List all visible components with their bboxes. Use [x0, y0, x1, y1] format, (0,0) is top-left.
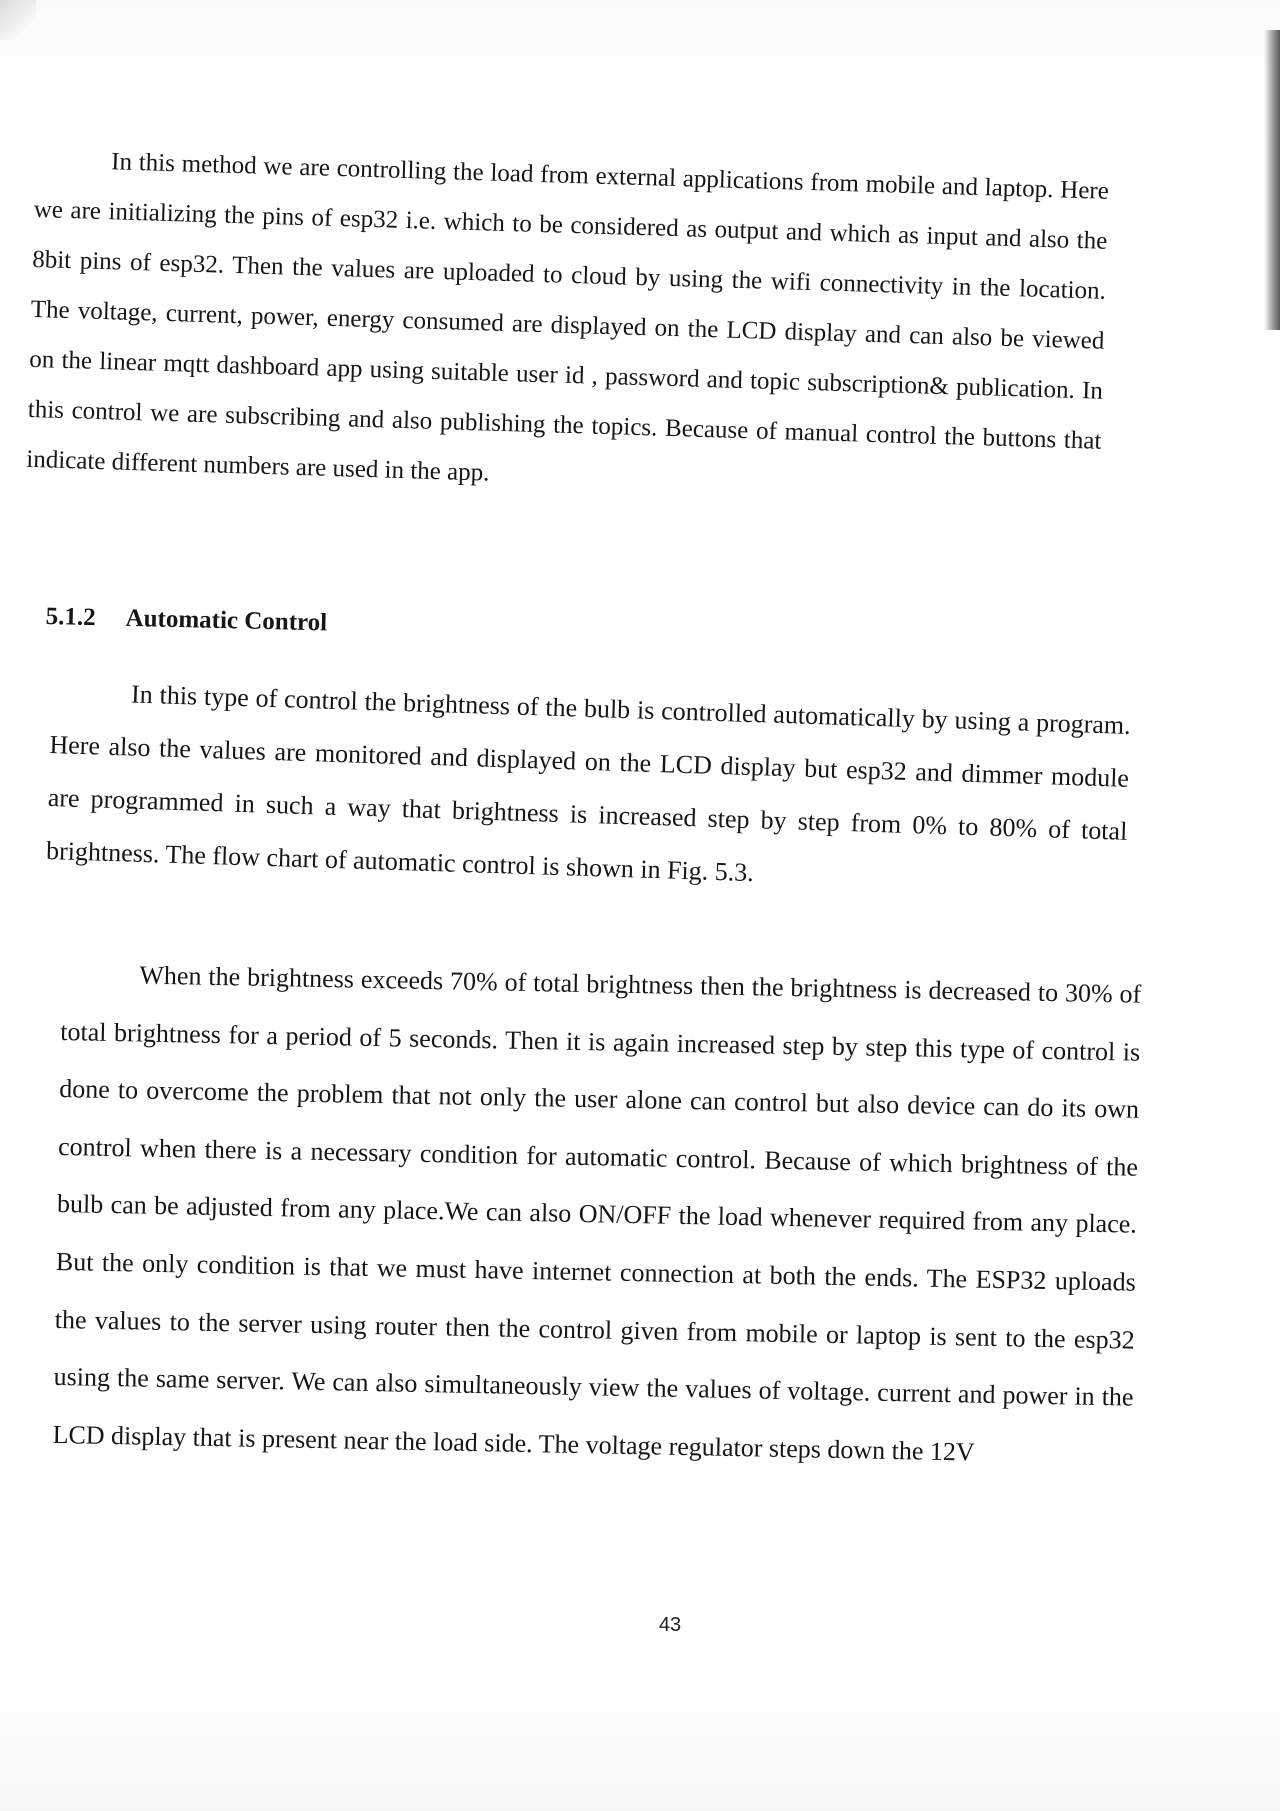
page-number: 43 — [658, 1614, 682, 1636]
scan-corner-shadow — [0, 0, 36, 40]
paragraph-automatic-control-intro: In this type of control the brightness of the bulb is controlled automatically by using a program. Here also the values are monitored and displayed on the LCD display but esp32 and dimmer module are programmed in such a way that brightness is increased step by step from 0% to 80% of total brightness. The flow chart of automatic control is shown in Fig. 5.3. — [45, 679, 1132, 888]
scan-edge-shadow — [1264, 30, 1280, 330]
section-heading — [45, 600, 327, 640]
paragraph-manual-control: In this method we are controlling the load from external applications from mobile and laptop. Here we are initializing the pins of esp32 i.e. which to be considered as output and which as input and also the 8bit pins of esp32. Then the values are uploaded to cloud by using the wifi connectivity in the location. The voltage, current, power, energy consumed are displayed on the LCD display and can also be viewed on the linear mqtt dashboard app using suitable user id , password and topic subscription& publication. In this control we are subscribing and also publishing the topics. Because of manual control the buttons that indicate different numbers are used in the app. — [25, 148, 1110, 487]
section-title: Automatic Control — [125, 604, 328, 637]
section-number: 5.1.2 — [45, 602, 96, 632]
paragraph-automatic-control-details: When the brightness exceeds 70% of total brightness then the brightness is decreased to 30% of total brightness for a period of 5 seconds. Then it is again increased step by step this type of control is done to overcome the problem that not only the user alone can control but also device can do its own control when there is a necessary condition for automatic control. Because of which brightness of the bulb can be adjusted from any place.We can also ON/OFF the load whenever required from any place. But the only condition is that we must have internet connection at both the ends. The ESP32 uploads the values to the server using router then the control given from mobile or laptop is sent to the esp32 using the same server. We can also simultaneously view the values of voltage. current and power in the LCD display that is present near the load side. The voltage regulator steps down the 12V — [52, 960, 1142, 1467]
